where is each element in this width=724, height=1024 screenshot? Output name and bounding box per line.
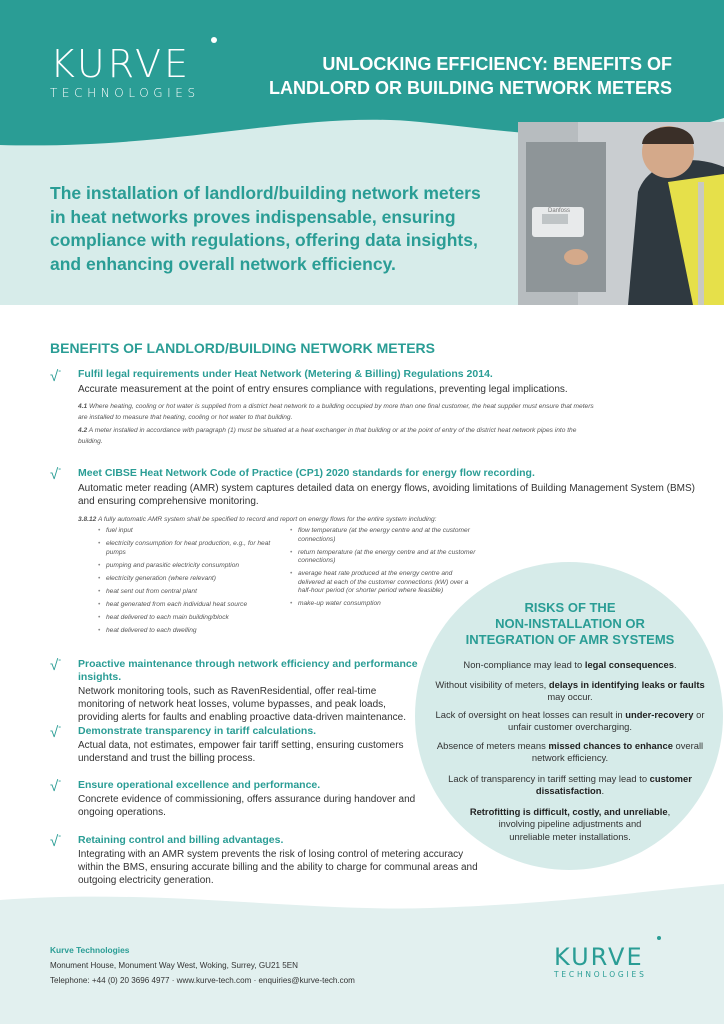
risk-emphasis: Retrofitting is difficult, costly, and unreliable [469, 805, 668, 817]
risk-emphasis: dissatisfaction [535, 785, 602, 796]
hero-line3: compliance with regulations, offering data insights, [50, 230, 478, 250]
list-item: • return temperature (at the energy centre and at the customer connections) [290, 549, 480, 566]
risks-title-line: RISKS OF THE [524, 600, 616, 615]
benefit-transparency [78, 725, 418, 765]
note-number: 4.2 [78, 427, 88, 434]
risk-emphasis: customer [649, 772, 692, 784]
benefit-heading: Meet CIBSE Heat Network Code of Practice (CP1) 2020 standards for energy flow recording. [78, 467, 535, 479]
risk-emphasis: missed chances to enhance [548, 739, 673, 751]
list-item: • electricity generation (where relevant) [98, 575, 283, 584]
note-text: building. [78, 438, 103, 445]
benefit-legal [78, 368, 698, 447]
risk-item [425, 679, 715, 704]
engineer-photo [518, 122, 724, 305]
note-text: A meter installed in accordance with paragraph (1) must be situated at a heat exchanger in that building or at the point of entry of the district heat network pipes into the [88, 427, 577, 434]
clause-text: A fully automatic AMR system shall be specified to record and report on energy flows for the entire system including: [97, 516, 437, 523]
page-title-line1: UNLOCKING EFFICIENCY: BENEFITS OF [322, 54, 672, 74]
risk-text: overall [672, 739, 704, 751]
risk-item [425, 806, 715, 844]
risk-text: unfair customer overcharging. [507, 721, 633, 732]
footer-company: Kurve Technologies [50, 945, 130, 955]
header-logo [50, 44, 200, 100]
list-item: • heat sent out from central plant [98, 588, 283, 597]
risk-emphasis: legal consequences [584, 659, 674, 670]
list-item: • electricity consumption for heat production, e.g., for heat pumps [98, 540, 283, 557]
meter-brand: Danfoss [548, 208, 571, 214]
risk-item [425, 709, 715, 734]
risk-text: Absence of meters means [436, 739, 549, 751]
risk-text: , [667, 805, 671, 817]
benefit-cibse [78, 467, 708, 508]
list-item: • make-up water consumption [290, 600, 480, 609]
benefit-heading: Fulfil legal requirements under Heat Network (Metering & Billing) Regulations 2014. [78, 368, 493, 380]
risk-item [425, 659, 715, 672]
amr-requirements-left [98, 527, 283, 640]
risks-title-line: INTEGRATION OF AMR SYSTEMS [465, 632, 675, 647]
check-icon: √° [50, 368, 62, 385]
benefit-body-line: outgoing electricity generation. [78, 875, 214, 886]
page-title-line2: LANDLORD OR BUILDING NETWORK METERS [269, 78, 672, 98]
regulation-note-4-1 [78, 401, 698, 423]
benefit-body-line: monitoring of network heat losses, volume bypasses, and peak loads, [78, 699, 386, 710]
benefit-body: Accurate measurement at the point of entry ensures compliance with regulations, preventing legal implications. [78, 384, 568, 395]
benefit-body [78, 685, 423, 724]
benefits-section-title: BENEFITS OF LANDLORD/BUILDING NETWORK METERS [50, 340, 435, 356]
benefit-maintenance [78, 658, 423, 724]
hero-statement [50, 182, 490, 276]
benefit-heading: Proactive maintenance through network efficiency and performance insights. [78, 658, 418, 683]
benefit-body-line: and ensuring comprehensive monitoring. [78, 496, 259, 507]
benefit-body [78, 482, 708, 508]
benefit-body [78, 848, 478, 887]
check-icon: √° [50, 466, 62, 483]
risk-text: may occur. [547, 691, 593, 702]
footer-logo-main: KURVE [554, 943, 644, 971]
benefit-body-line: Concrete evidence of commissioning, offers assurance during handover and [78, 794, 416, 805]
list-item: • average heat rate produced at the energy centre and delivered at each of the customer connections (kW) over a half-hour period (or shorter period where feasible) [290, 570, 480, 596]
benefit-body-line: Automatic meter reading (AMR) system captures detailed data on energy flows, avoiding limitations of Building Management System (BMS) [78, 483, 695, 494]
risk-text: Lack of transparency in tariff setting may lead to [448, 772, 650, 784]
clause-number: 3.8.12 [78, 516, 97, 523]
footer-logo [554, 944, 647, 979]
footer-logo-dot [657, 936, 661, 940]
footer-address: Monument House, Monument Way West, Woking, Surrey, GU21 5EN [50, 961, 299, 970]
benefit-body-line: Network monitoring tools, such as RavenResidential, offer real-time [78, 686, 377, 697]
clause-3-8-12 [78, 514, 498, 525]
note-number: 4.1 [78, 403, 88, 410]
list-item: • heat delivered to each dwelling [98, 627, 283, 636]
benefit-heading: Demonstrate transparency in tariff calculations. [78, 725, 317, 737]
risk-text: network efficiency. [531, 752, 609, 763]
benefit-control [78, 834, 478, 887]
benefit-body-line: within the BMS, ensuring accurate billing and the ability to charge for communal areas and [78, 862, 478, 873]
hero-line2: in heat networks proves indispensable, ensuring [50, 206, 456, 227]
check-icon: √° [50, 833, 62, 850]
regulation-note-4-2 [78, 425, 698, 447]
hero-line1: The installation of landlord/building network meters [50, 183, 481, 203]
risks-panel [425, 600, 715, 843]
risk-emphasis: under-recovery [625, 708, 694, 720]
logo-main: KURVE [50, 42, 192, 86]
risk-text: involving pipeline adjustments and [498, 818, 642, 829]
benefit-body-line: Integrating with an AMR system prevents the risk of losing control of metering accuracy [78, 849, 464, 860]
benefit-body-line: ongoing operations. [78, 807, 166, 818]
list-item: • heat generated from each individual heat source [98, 601, 283, 610]
footer-contact-line: Telephone: +44 (0) 20 3696 4977 · www.kurve-tech.com · enquiries@kurve-tech.com [50, 976, 355, 985]
risk-text: unreliable meter installations. [509, 830, 631, 842]
list-item: • flow temperature (at the energy centre and at the customer connections) [290, 527, 480, 544]
benefit-body-line: Actual data, not estimates, empower fair tariff setting, ensuring customers [78, 740, 404, 751]
check-icon: √° [50, 724, 62, 741]
logo-dot [211, 37, 217, 43]
risk-item [425, 740, 715, 765]
benefit-body [78, 793, 418, 819]
risks-title-line: NON-INSTALLATION OR [495, 616, 645, 631]
footer-contact [50, 945, 470, 985]
risk-text: or [693, 708, 705, 720]
page-title [250, 52, 672, 100]
risk-text: . [673, 659, 677, 670]
risks-title [425, 600, 715, 648]
list-item: • heat delivered to each main building/block [98, 614, 283, 623]
risk-text: Non-compliance may lead to [463, 659, 585, 670]
list-item: • fuel input [98, 527, 283, 536]
benefit-body [78, 739, 418, 765]
footer-logo-sub: TECHNOLOGIES [554, 970, 647, 979]
benefit-heading: Retaining control and billing advantages. [78, 834, 284, 846]
benefit-operational [78, 779, 418, 819]
risk-emphasis: delays in identifying leaks or faults [548, 678, 705, 690]
logo-sub: TECHNOLOGIES [50, 86, 200, 100]
hero-line4: and enhancing overall network efficiency. [50, 253, 396, 274]
risk-text: . [601, 785, 605, 796]
risk-text: Lack of oversight on heat losses can result in [435, 708, 626, 720]
benefit-heading: Ensure operational excellence and performance. [78, 779, 321, 791]
list-item: • pumping and parasitic electricity consumption [98, 562, 283, 571]
note-text: are installed to measure that heating, cooling or hot water to that building. [78, 414, 293, 421]
benefit-body-line: providing alerts for faults and enabling proactive data-driven maintenance. [78, 712, 406, 723]
check-icon: √° [50, 778, 62, 795]
check-icon: √° [50, 657, 62, 674]
risk-item [425, 773, 715, 798]
benefit-body-line: understand and trust the billing process. [78, 753, 256, 764]
note-text: Where heating, cooling or hot water is supplied from a district heat network to a building occupied by more than one final customer, the heat supplier must ensure that meters [89, 403, 594, 410]
risk-text: Without visibility of meters, [435, 678, 549, 690]
